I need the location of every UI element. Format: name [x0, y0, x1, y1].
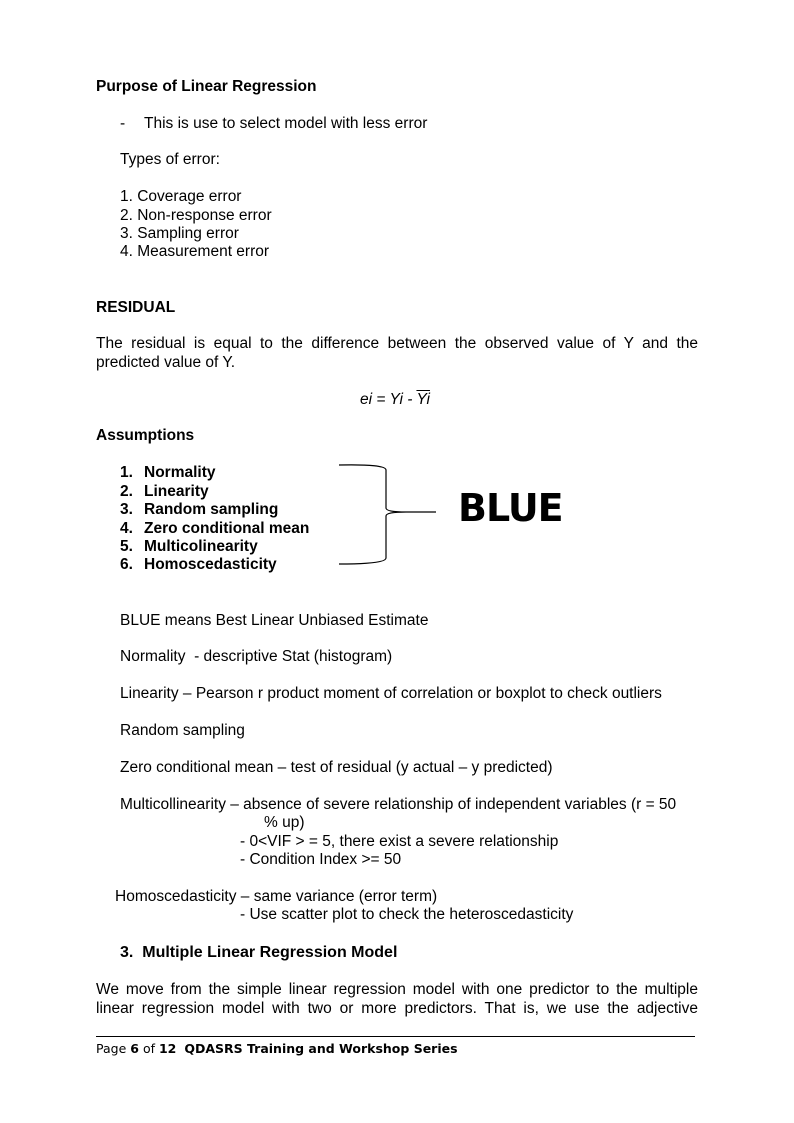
error-type-item: 3. Sampling error — [120, 225, 239, 242]
footer-rule — [96, 1036, 695, 1037]
section3-line1: We move from the simple linear regression model with one predictor to the multiple — [96, 981, 698, 998]
assumption-num: 4. — [120, 520, 133, 537]
note-homoscedasticity: Homoscedasticity – same variance (error term) — [115, 888, 438, 905]
residual-paragraph-line2: predicted value of Y. — [96, 354, 236, 371]
formula-lhs: ei = Yi - — [360, 391, 417, 408]
error-type-item: 2. Non-response error — [120, 207, 272, 224]
assumption-num: 1. — [120, 464, 133, 481]
footer-of-word: of — [142, 1041, 155, 1056]
note-vif: - 0<VIF > = 5, there exist a severe relationship — [240, 833, 559, 850]
note-scatter: - Use scatter plot to check the heteroscedasticity — [240, 906, 574, 923]
assumption-num: 2. — [120, 483, 133, 500]
section3-heading: 3. Multiple Linear Regression Model — [120, 944, 398, 961]
error-type-item: 4. Measurement error — [120, 243, 270, 260]
purpose-heading: Purpose of Linear Regression — [96, 78, 317, 95]
assumption-label: Multicolinearity — [144, 538, 258, 555]
footer-page-number: 6 — [130, 1041, 139, 1056]
note-multicollinearity: Multicollinearity – absence of severe relationship of independent variables (r = 50 — [120, 796, 677, 813]
assumption-label: Zero conditional mean — [144, 520, 310, 537]
assumption-label: Linearity — [144, 483, 209, 500]
residual-heading: RESIDUAL — [96, 299, 176, 316]
note-condition-index: - Condition Index >= 50 — [240, 851, 402, 868]
assumptions-heading: Assumptions — [96, 427, 195, 444]
formula-predicted: $\overline{Yi}$ — [416, 391, 430, 408]
assumption-label: Normality — [144, 464, 216, 481]
blue-meaning: BLUE means Best Linear Unbiased Estimate — [120, 612, 429, 629]
blue-label: BLUE — [458, 486, 563, 530]
note-multicollinearity-cont: % up) — [264, 814, 305, 831]
section3-line2: linear regression model with two or more predictors. That is, we use the adjective — [96, 1000, 698, 1017]
note-random-sampling: Random sampling — [120, 722, 245, 739]
purpose-bullet-text: This is use to select model with less error — [144, 115, 428, 132]
page-footer — [96, 1040, 458, 1058]
note-linearity: Linearity – Pearson r product moment of correlation or boxplot to check outliers — [120, 685, 662, 702]
footer-series-title: QDASRS Training and Workshop Series — [184, 1041, 458, 1056]
assumption-num: 3. — [120, 501, 133, 518]
residual-formula — [360, 391, 430, 409]
right-brace-icon — [336, 460, 440, 568]
assumption-label: Homoscedasticity — [144, 556, 277, 573]
types-label: Types of error: — [120, 151, 220, 168]
assumption-num: 6. — [120, 556, 133, 573]
error-type-item: 1. Coverage error — [120, 188, 242, 205]
bullet-dash: - — [120, 115, 126, 132]
footer-page-word: Page — [96, 1041, 127, 1056]
assumption-label: Random sampling — [144, 501, 279, 518]
assumption-num: 5. — [120, 538, 133, 555]
note-zero-mean: Zero conditional mean – test of residual (y actual – y predicted) — [120, 759, 553, 776]
footer-page-total: 12 — [158, 1041, 177, 1056]
note-normality: Normality - descriptive Stat (histogram) — [120, 648, 393, 665]
residual-paragraph-line1: The residual is equal to the difference between the observed value of Y and the — [96, 335, 698, 352]
